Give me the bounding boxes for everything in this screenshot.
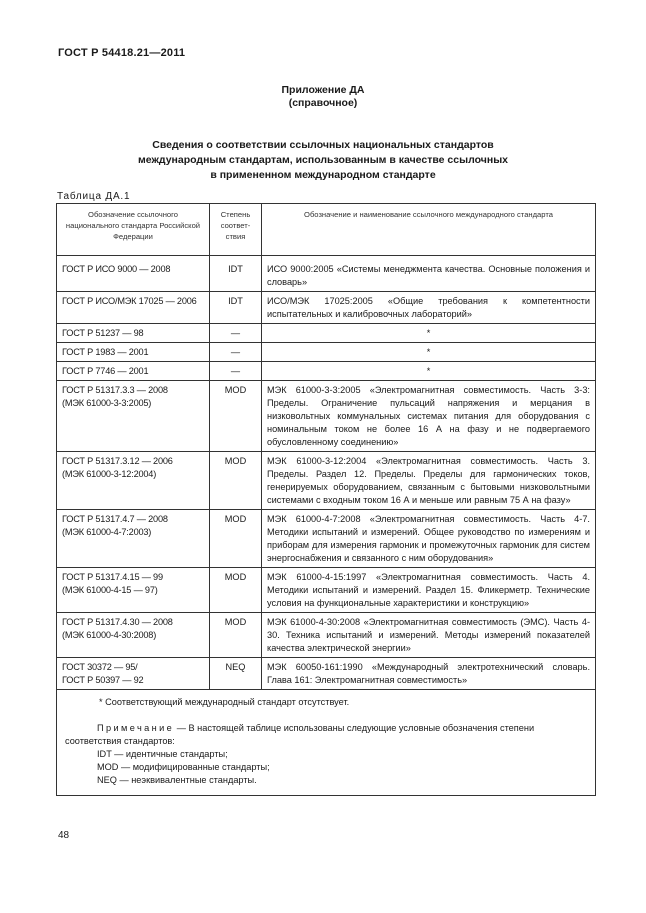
national-standard-cell: ГОСТ Р 51317.4.30 — 2008 (МЭК 61000-4-30:2008) xyxy=(57,613,210,658)
international-standard-cell: МЭК 61000-4-15:1997 «Электромагнитная совместимость. Часть 4. Методики испытаний и измерений. Раздел 15. Фликерметр. Технические условия на функциональные характеристики и конструкцию» xyxy=(262,568,596,613)
degree-cell: — xyxy=(210,324,262,343)
note-item-mod: MOD — модифицированные стандарты; xyxy=(97,762,270,772)
international-standard-cell: ИСО 9000:2005 «Системы менеджмента качества. Основные положения и словарь» xyxy=(262,256,596,292)
table-row xyxy=(57,510,596,568)
note-body: — В настоящей таблице использованы следующие условные обозначения степени соответствия стандартов: xyxy=(65,723,535,746)
degree-cell: MOD xyxy=(210,452,262,510)
note-item-idt: IDT — идентичные стандарты; xyxy=(97,749,228,759)
table-row xyxy=(57,658,596,690)
international-standard-cell: МЭК 61000-4-30:2008 «Электромагнитная совместимость (ЭМС). Часть 4-30. Техника испытаний и измерений. Методы измерений показателей качества электрической энергии» xyxy=(262,613,596,658)
document-title xyxy=(100,138,546,183)
degree-cell: IDT xyxy=(210,292,262,324)
page-number: 48 xyxy=(58,830,70,841)
national-standard-cell: ГОСТ Р 51317.3.3 — 2008 (МЭК 61000-3-3:2005) xyxy=(57,381,210,452)
degree-cell: MOD xyxy=(210,568,262,613)
degree-cell: NEQ xyxy=(210,658,262,690)
table-row xyxy=(57,613,596,658)
table-row xyxy=(57,568,596,613)
table-row xyxy=(57,292,596,324)
document-header: ГОСТ Р 54418.21—2011 xyxy=(58,47,186,59)
national-standard-cell: ГОСТ Р 7746 — 2001 xyxy=(57,362,210,381)
table-footer-row xyxy=(57,690,596,796)
table-row xyxy=(57,381,596,452)
table-header-row xyxy=(57,204,596,256)
international-standard-cell: * xyxy=(262,362,596,381)
national-standard-cell: ГОСТ Р 1983 — 2001 xyxy=(57,343,210,362)
footnote: * Соответствующий международный стандарт отсутствует. xyxy=(99,697,350,707)
header-international-standard: Обозначение и наименование ссылочного международного стандарта xyxy=(262,204,596,256)
national-standard-cell: ГОСТ Р 51237 — 98 xyxy=(57,324,210,343)
national-standard-cell: ГОСТ Р 51317.4.15 — 99 (МЭК 61000-4-15 — 97) xyxy=(57,568,210,613)
national-standard-cell: ГОСТ Р ИСО/МЭК 17025 — 2006 xyxy=(57,292,210,324)
appendix-subtitle: (справочное) xyxy=(288,97,358,109)
title-line-1: Сведения о соответствии ссылочных национальных стандартов xyxy=(152,139,494,151)
standards-table xyxy=(56,203,596,796)
degree-cell: — xyxy=(210,343,262,362)
note-text xyxy=(65,722,587,748)
degree-cell: MOD xyxy=(210,510,262,568)
degree-cell: MOD xyxy=(210,381,262,452)
international-standard-cell: ИСО/МЭК 17025:2005 «Общие требования к компетентности испытательных и калибровочных лабораторий» xyxy=(262,292,596,324)
degree-cell: IDT xyxy=(210,256,262,292)
international-standard-cell: МЭК 61000-4-7:2008 «Электромагнитная совместимость. Часть 4-7. Методики испытаний и измерений. Общее руководство по измерениям и приборам для измерения гармоник и промежуточных гармоник для систем энергоснабжения и связанного с ним оборудования» xyxy=(262,510,596,568)
header-national-standard: Обозначение ссылочного национального стандарта Российской Федерации xyxy=(57,204,210,256)
appendix-title: Приложение ДА xyxy=(281,84,365,96)
table-row xyxy=(57,452,596,510)
note-label: Примечание xyxy=(97,723,175,733)
international-standard-cell: МЭК 60050-161:1990 «Международный электротехнический словарь. Глава 161: Электромагнитная совместимость» xyxy=(262,658,596,690)
degree-cell: — xyxy=(210,362,262,381)
table-row xyxy=(57,362,596,381)
title-line-2: международным стандартам, использованным в качестве ссылочных xyxy=(137,154,508,166)
table-row xyxy=(57,324,596,343)
table-row xyxy=(57,343,596,362)
degree-cell: MOD xyxy=(210,613,262,658)
table-notes xyxy=(57,690,596,796)
header-degree: Степень соответ-ствия xyxy=(210,204,262,256)
national-standard-cell: ГОСТ Р 51317.3.12 — 2006 (МЭК 61000-3-12:2004) xyxy=(57,452,210,510)
national-standard-cell: ГОСТ 30372 — 95/ ГОСТ Р 50397 — 92 xyxy=(57,658,210,690)
national-standard-cell: ГОСТ Р ИСО 9000 — 2008 xyxy=(57,256,210,292)
table-caption: Таблица ДА.1 xyxy=(57,191,131,202)
international-standard-cell: МЭК 61000-3-3:2005 «Электромагнитная совместимость. Часть 3-3: Пределы. Ограничение пульсаций напряжения и мерцания в низковольтных коммунальных системах питания для оборудования с номинальным током не более 16 А на фазу и не подвергаемого обусловленному соединению» xyxy=(262,381,596,452)
international-standard-cell: МЭК 61000-3-12:2004 «Электромагнитная совместимость. Часть 3. Пределы. Раздел 12. Пределы. Пределы для гармонических токов, генерируемых оборудованием, связанным с бытовыми низковольтными системами с входным током 16 А и меньше или равным 75 А на фазу» xyxy=(262,452,596,510)
title-line-3: в примененном международном стандарте xyxy=(210,169,436,181)
international-standard-cell: * xyxy=(262,324,596,343)
national-standard-cell: ГОСТ Р 51317.4.7 — 2008 (МЭК 61000-4-7:2003) xyxy=(57,510,210,568)
note-item-neq: NEQ — неэквивалентные стандарты. xyxy=(97,775,257,785)
table-row xyxy=(57,256,596,292)
international-standard-cell: * xyxy=(262,343,596,362)
